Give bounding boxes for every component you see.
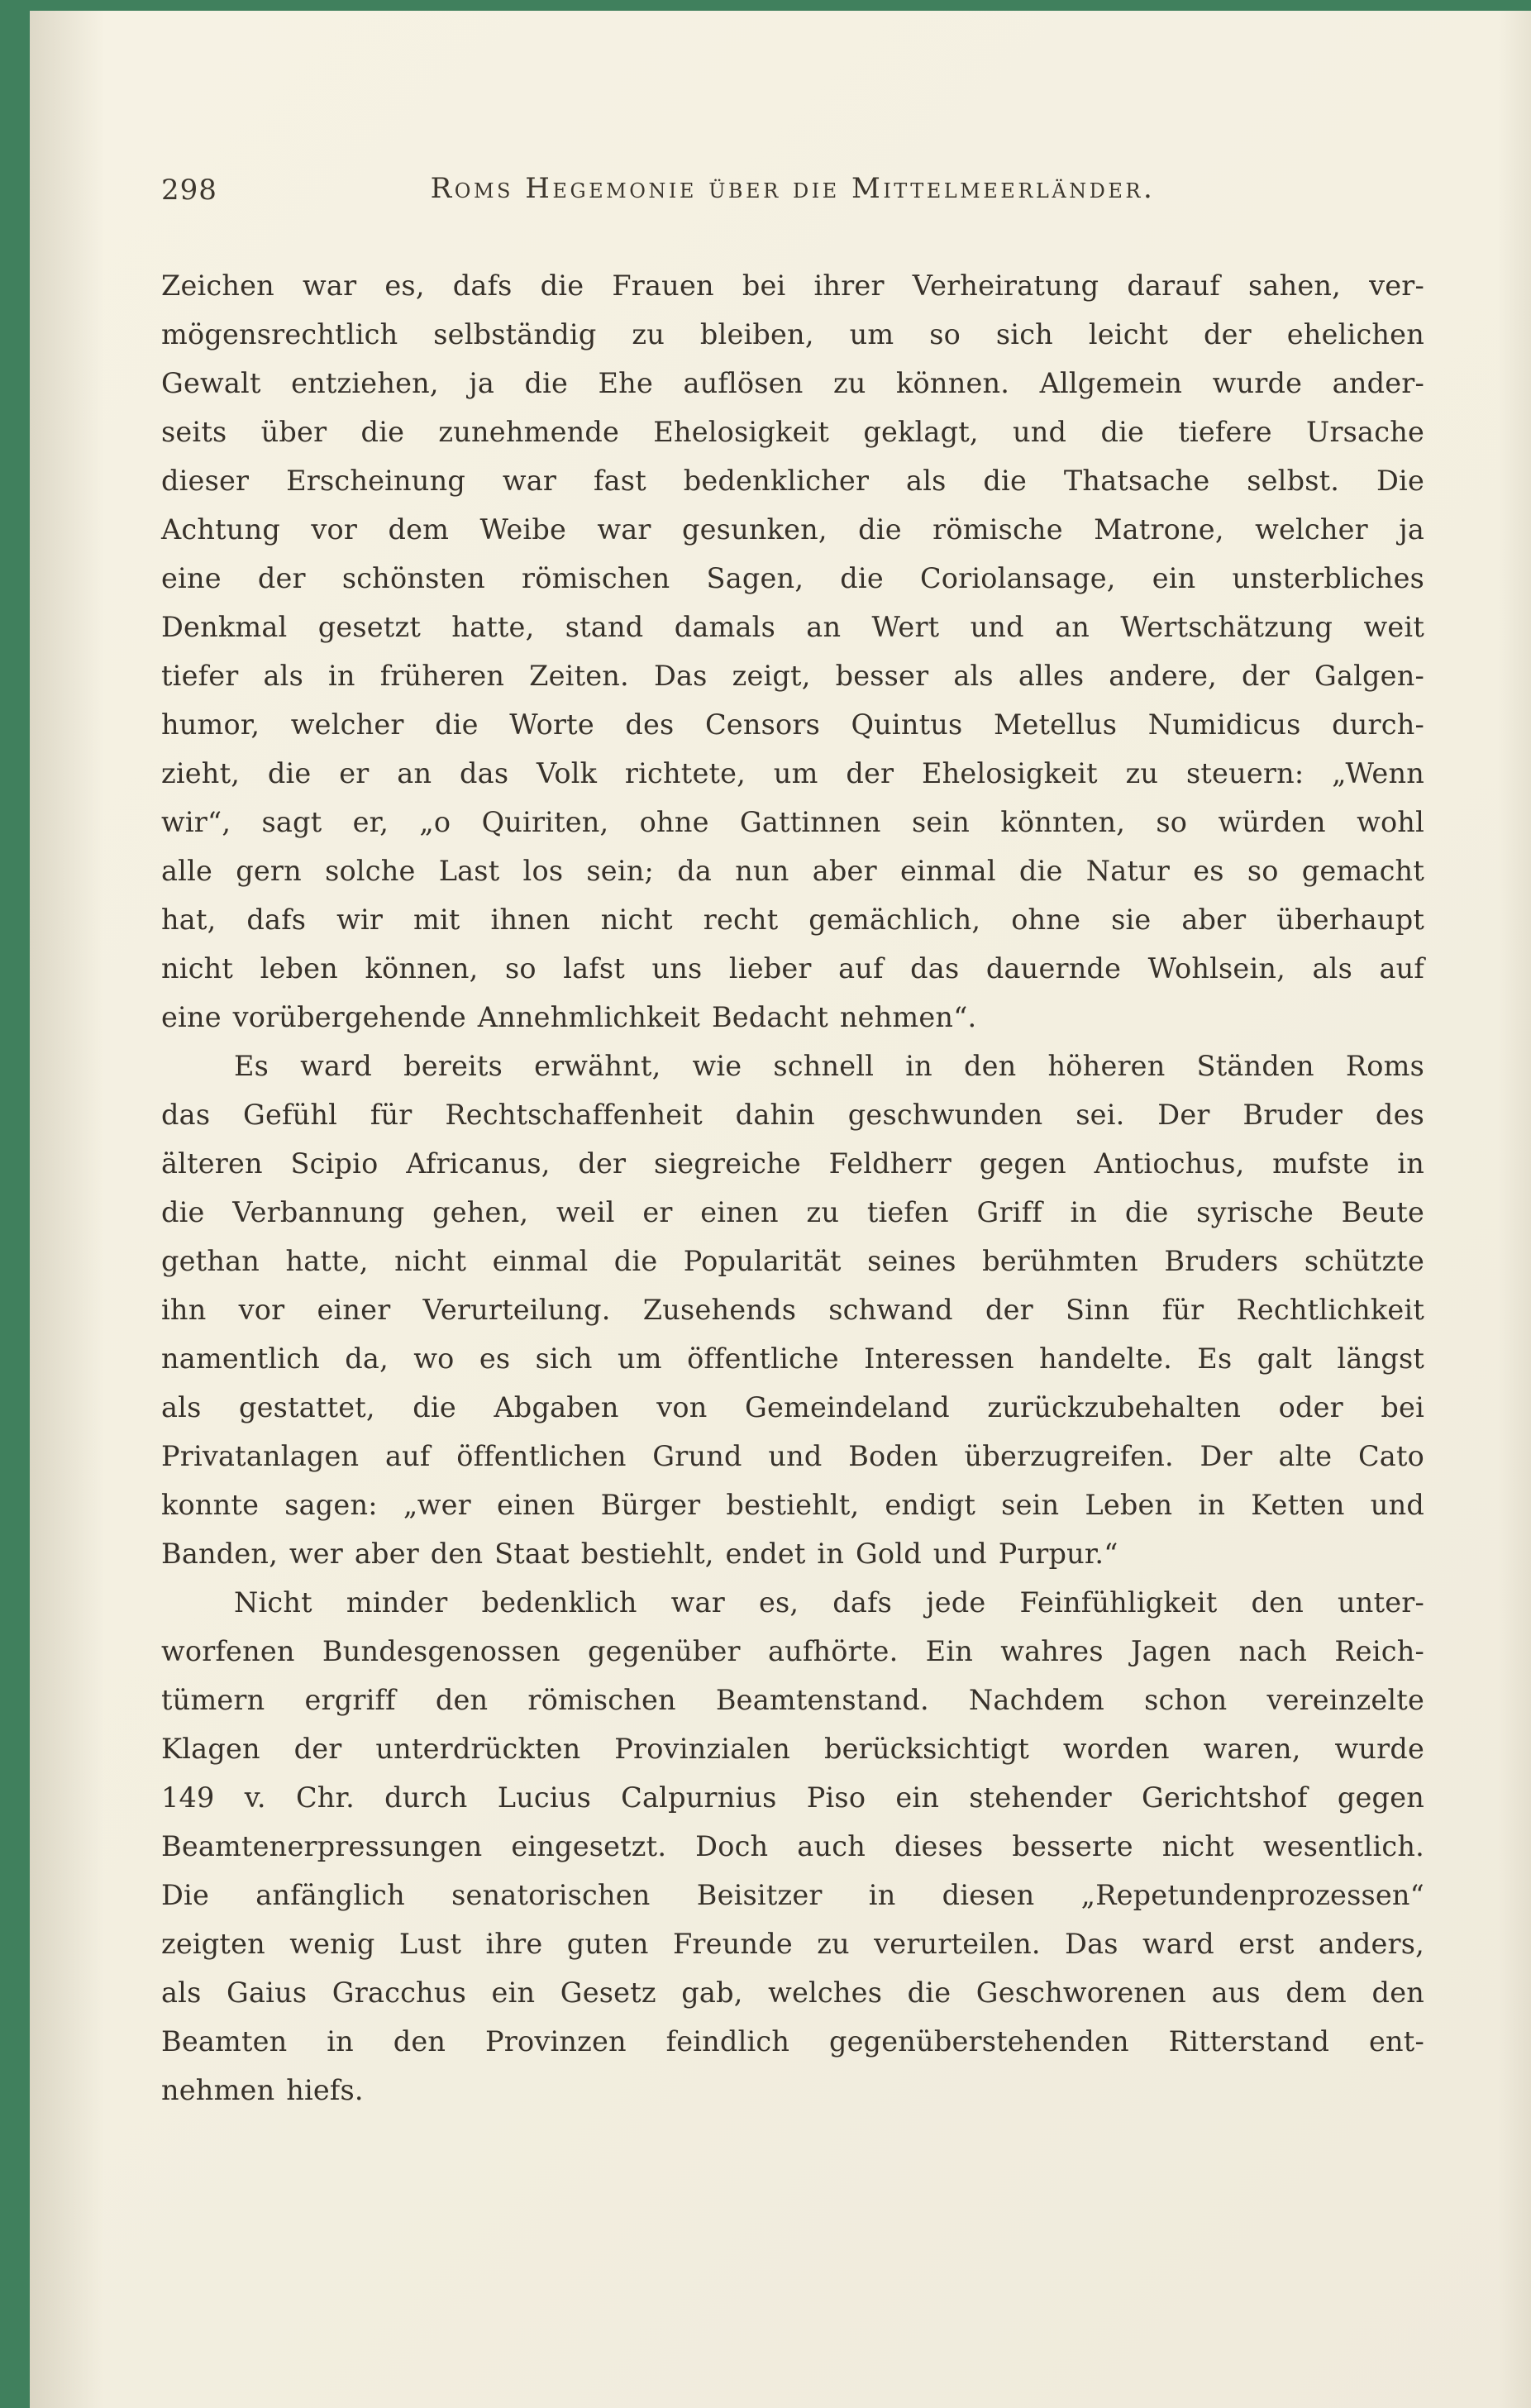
text-line: namentlich da, wo es sich um öffentliche Interessen handelte. Es galt längst xyxy=(161,1342,1424,1375)
text-line: Klagen der unterdrückten Provinzialen berücksichtigt worden waren, wurde xyxy=(161,1733,1424,1765)
book-cover-top-edge xyxy=(0,0,1531,11)
text-line: Zeichen war es, dafs die Frauen bei ihrer Verheiratung darauf sahen, ver- xyxy=(161,269,1424,302)
running-title: Roms Hegemonie über die Mittelmeerländer. xyxy=(430,172,1156,205)
text-line: Es ward bereits erwähnt, wie schnell in den höheren Ständen Roms xyxy=(234,1050,1424,1082)
text-line: konnte sagen: „wer einen Bürger bestiehlt, endigt sein Leben in Ketten und xyxy=(161,1489,1424,1521)
text-line: als gestattet, die Abgaben von Gemeindeland zurückzubehalten oder bei xyxy=(161,1391,1424,1423)
text-line: wir“, sagt er, „o Quiriten, ohne Gattinnen sein könnten, so würden wohl xyxy=(161,806,1424,838)
text-line: Privatanlagen auf öffentlichen Grund und Boden überzugreifen. Der alte Cato xyxy=(161,1440,1424,1472)
text-line: das Gefühl für Rechtschaffenheit dahin geschwunden sei. Der Bruder des xyxy=(161,1099,1424,1131)
text-line: eine der schönsten römischen Sagen, die Coriolansage, ein unsterbliches xyxy=(161,562,1424,594)
text-line: Nicht minder bedenklich war es, dafs jede Feinfühligkeit den unter- xyxy=(234,1586,1424,1619)
text-line: hat, dafs wir mit ihnen nicht recht gemächlich, ohne sie aber überhaupt xyxy=(161,904,1424,936)
page-gutter-shadow xyxy=(30,0,104,2408)
text-line: Beamten in den Provinzen feindlich gegenüberstehenden Ritterstand ent- xyxy=(161,2025,1424,2058)
text-line: dieser Erscheinung war fast bedenklicher als die Thatsache selbst. Die xyxy=(161,465,1424,497)
text-line: seits über die zunehmende Ehelosigkeit geklagt, und die tiefere Ursache xyxy=(161,416,1424,448)
text-line: gethan hatte, nicht einmal die Popularität seines berühmten Bruders schützte xyxy=(161,1245,1424,1277)
text-line: 149 v. Chr. durch Lucius Calpurnius Piso ein stehender Gerichtshof gegen xyxy=(161,1781,1424,1814)
text-line: die Verbannung gehen, weil er einen zu tiefen Griff in die syrische Beute xyxy=(161,1196,1424,1228)
page-right-shadow xyxy=(1498,0,1531,2408)
text-line: als Gaius Gracchus ein Gesetz gab, welches die Geschworenen aus dem den xyxy=(161,1976,1424,2009)
body-text xyxy=(161,261,1424,2115)
text-line: nicht leben können, so lafst uns lieber auf das dauernde Wohlsein, als auf xyxy=(161,952,1424,985)
text-line: älteren Scipio Africanus, der siegreiche Feldherr gegen Antiochus, mufste in xyxy=(161,1147,1424,1180)
text-line: Beamtenerpressungen eingesetzt. Doch auch dieses besserte nicht wesentlich. xyxy=(161,1830,1424,1862)
text-line: tiefer als in früheren Zeiten. Das zeigt, besser als alles andere, der Galgen- xyxy=(161,660,1424,692)
text-line: nehmen hiefs. xyxy=(161,2074,364,2106)
text-line: eine vorübergehende Annehmlichkeit Bedacht nehmen“. xyxy=(161,1001,977,1033)
book-cover-left-edge xyxy=(0,0,30,2408)
text-line: humor, welcher die Worte des Censors Quintus Metellus Numidicus durch- xyxy=(161,708,1424,741)
text-line: alle gern solche Last los sein; da nun aber einmal die Natur es so gemacht xyxy=(161,855,1424,887)
page-header xyxy=(161,172,1424,220)
text-line: zieht, die er an das Volk richtete, um der Ehelosigkeit zu steuern: „Wenn xyxy=(161,757,1424,789)
text-line: ihn vor einer Verurteilung. Zusehends schwand der Sinn für Rechtlichkeit xyxy=(161,1294,1424,1326)
text-line: zeigten wenig Lust ihre guten Freunde zu verurteilen. Das ward erst anders, xyxy=(161,1928,1424,1960)
text-line: Die anfänglich senatorischen Beisitzer in diesen „Repetundenprozessen“ xyxy=(161,1879,1424,1911)
page-number: 298 xyxy=(161,174,217,207)
page-content xyxy=(161,172,1424,2115)
text-line: Denkmal gesetzt hatte, stand damals an Wert und an Wertschätzung weit xyxy=(161,611,1424,643)
text-line: Achtung vor dem Weibe war gesunken, die römische Matrone, welcher ja xyxy=(161,513,1424,546)
text-line: mögensrechtlich selbständig zu bleiben, um so sich leicht der ehelichen xyxy=(161,318,1424,350)
text-line: tümern ergriff den römischen Beamtenstand. Nachdem schon vereinzelte xyxy=(161,1684,1424,1716)
text-line: Gewalt entziehen, ja die Ehe auflösen zu können. Allgemein wurde ander- xyxy=(161,367,1424,399)
text-line: Banden, wer aber den Staat bestiehlt, endet in Gold und Purpur.“ xyxy=(161,1538,1118,1570)
text-line: worfenen Bundesgenossen gegenüber aufhörte. Ein wahres Jagen nach Reich- xyxy=(161,1635,1424,1667)
